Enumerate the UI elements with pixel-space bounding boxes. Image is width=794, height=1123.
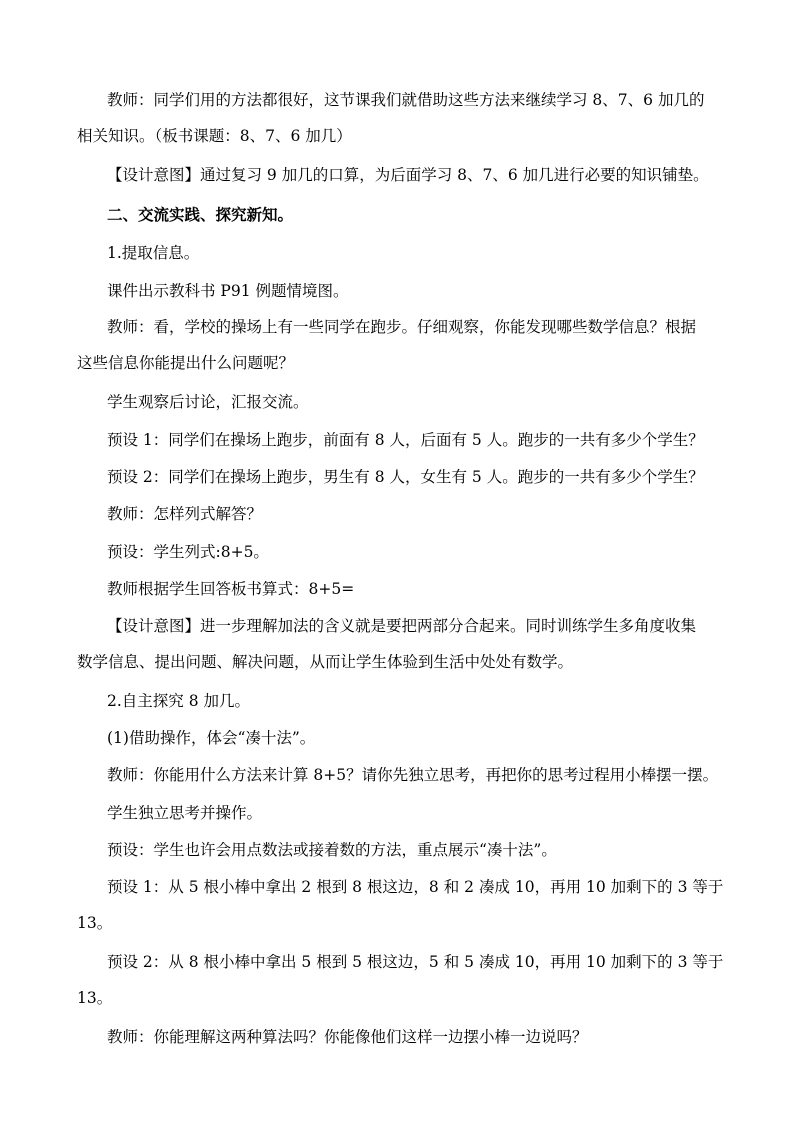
subsection-heading: 1.提取信息。 (107, 244, 200, 262)
paragraph-line: 教师：怎样列式解答？ (107, 505, 263, 523)
preset-line: 预设：学生列式:8+5。 (107, 543, 269, 561)
paragraph-line: 这些信息你能提出什么问题呢？ (77, 354, 295, 372)
preset-line: 预设 2：从 8 根小棒中拿出 5 根到 5 根这边，5 和 5 凑成 10，再用 10 加剩下的 3 等于 (107, 953, 724, 971)
paragraph-line: 13。 (77, 989, 113, 1007)
paragraph-line: 教师：你能用什么方法来计算 8+5？请你先独立思考，再把你的思考过程用小棒摆一摆。 (107, 766, 719, 784)
subsection-heading: (1)借助操作，体会“凑十法”。 (107, 729, 316, 747)
section-heading: 二、交流实践、探究新知。 (107, 205, 294, 224)
paragraph-line: 学生观察后讨论，汇报交流。 (107, 393, 309, 411)
preset-line: 预设：学生也许会用点数法或接着数的方法，重点展示“凑十法”。 (107, 841, 557, 859)
paragraph-line: 教师：看，学校的操场上有一些同学在跑步。仔细观察，你能发现哪些数学信息？根据 (107, 318, 697, 336)
design-intent-line: 【设计意图】通过复习 9 加几的口算，为后面学习 8、7、6 加几进行必要的知识铺垫。 (107, 166, 709, 184)
paragraph-line: 教师：同学们用的方法都很好，这节课我们就借助这些方法来继续学习 8、7、6 加几的 (107, 91, 705, 109)
paragraph-line: 学生独立思考并操作。 (107, 804, 263, 822)
preset-line: 预设 1：从 5 根小棒中拿出 2 根到 8 根这边，8 和 2 凑成 10，再用 10 加剩下的 3 等于 (107, 878, 724, 896)
paragraph-line: 相关知识。（板书课题：8、7、6 加几） (77, 127, 352, 145)
design-intent-line: 【设计意图】进一步理解加法的含义就是要把两部分合起来。同时训练学生多角度收集 (107, 617, 697, 635)
paragraph-line: 13。 (77, 914, 113, 932)
paragraph-line: 课件出示教科书 P91 例题情境图。 (107, 282, 349, 300)
paragraph-line: 教师根据学生回答板书算式：8+5= (107, 580, 355, 598)
paragraph-line: 教师：你能理解这两种算法吗？你能像他们这样一边摆小棒一边说吗？ (107, 1028, 588, 1046)
preset-line: 预设 2：同学们在操场上跑步，男生有 8 人，女生有 5 人。跑步的一共有多少个学生？ (107, 468, 704, 486)
preset-line: 预设 1：同学们在操场上跑步，前面有 8 人，后面有 5 人。跑步的一共有多少个学生？ (107, 431, 704, 449)
paragraph-line: 数学信息、提出问题、解决问题，从而让学生体验到生活中处处有数学。 (77, 653, 574, 671)
subsection-heading: 2.自主探究 8 加几。 (107, 692, 251, 710)
